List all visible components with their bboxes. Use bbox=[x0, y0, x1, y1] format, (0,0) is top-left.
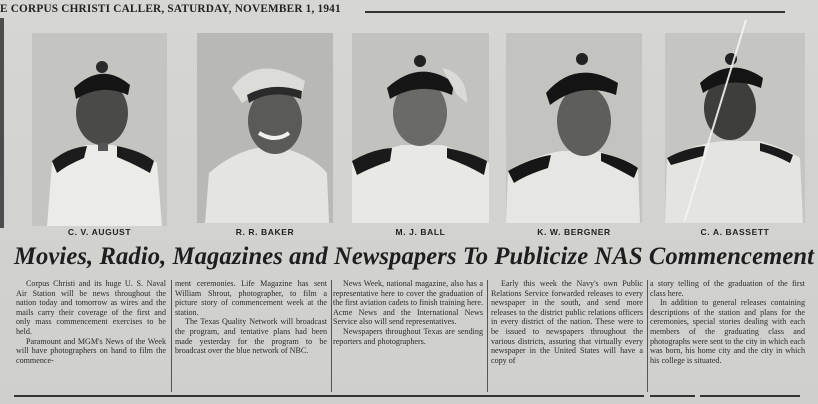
photo-caption: C. V. AUGUST bbox=[67, 227, 132, 237]
portrait-photo-icon bbox=[665, 33, 805, 223]
portrait-photo-ball bbox=[352, 33, 489, 223]
portrait-photo-icon bbox=[506, 33, 642, 223]
portrait-photo-bergner bbox=[506, 33, 642, 223]
article-column-1 bbox=[16, 279, 166, 365]
article-column-5 bbox=[650, 279, 805, 365]
article-paragraph: News Week, national magazine, also has a representative here to cover the graduation of the first aviation cadets to finish training here. Acme News and the International News Service also will send representatives. bbox=[333, 279, 483, 327]
bottom-rule bbox=[700, 395, 800, 397]
photo-caption: R. R. BAKER bbox=[235, 227, 295, 237]
article-headline: Movies, Radio, Magazines and Newspapers To Publicize NAS Commencement bbox=[14, 241, 815, 270]
column-divider bbox=[171, 280, 172, 392]
portrait-photo-icon bbox=[197, 33, 333, 223]
photo-caption: K. W. BERGNER bbox=[537, 227, 611, 237]
bottom-rule bbox=[14, 395, 644, 397]
portrait-photo-bassett bbox=[665, 33, 805, 223]
portrait-photo-icon bbox=[352, 33, 489, 223]
article-column-4 bbox=[491, 279, 643, 365]
portrait-photo-icon bbox=[32, 33, 167, 226]
masthead-rule bbox=[365, 11, 785, 13]
left-margin-bar bbox=[0, 18, 4, 228]
article-paragraph: In addition to general releases containing descriptions of the station and plans for the ceremonies, special stories dealing with each members of the graduating class and photographs were sent to the city in which each was born, his home city and the city in which his college is situated. bbox=[650, 298, 805, 365]
photo-caption: M. J. BALL bbox=[395, 227, 446, 237]
article-column-3 bbox=[333, 279, 483, 346]
article-paragraph: Newspapers throughout Texas are sending reporters and photographers. bbox=[333, 326, 483, 346]
portrait-photo-august bbox=[32, 33, 167, 226]
bottom-rule bbox=[650, 395, 695, 397]
column-divider bbox=[487, 280, 488, 392]
article-paragraph: Early this week the Navy's own Public Relations Service forwarded releases to every newspaper in the south, and send more releases to the district public relations officers in every district of the nation. These were to be issued to newspapers throughout the various districts, assuring that virtually every newspaper in the United States will have a copy of bbox=[491, 279, 643, 365]
newspaper-masthead: E CORPUS CHRISTI CALLER, SATURDAY, NOVEMBER 1, 1941 bbox=[0, 3, 341, 15]
article-column-2 bbox=[175, 279, 327, 356]
article-paragraph: ment ceremonies. Life Magazine has sent William Shrout, photographer, to film a picture story of commencement week at the station. bbox=[175, 279, 327, 317]
column-divider bbox=[331, 280, 332, 392]
photo-caption: C. A. BASSETT bbox=[700, 227, 770, 237]
article-paragraph: Paramount and MGM's News of the Week will have photographers on hand to film the commence- bbox=[16, 336, 166, 365]
article-paragraph: a story telling of the graduation of the first class here. bbox=[650, 279, 805, 298]
article-paragraph: The Texas Quality Network will broadcast the program, and tentative plans had been made yesterday for the program to be broadcast over the blue network of NBC. bbox=[175, 317, 327, 356]
portrait-photo-baker bbox=[197, 33, 333, 223]
article-paragraph: Corpus Christi and its huge U. S. Naval Air Station will be news throughout the nation today and tomorrow as wires and the mails carry their coverage of the first and only mass commencement exercises to be held. bbox=[16, 279, 166, 336]
column-divider bbox=[647, 280, 648, 392]
